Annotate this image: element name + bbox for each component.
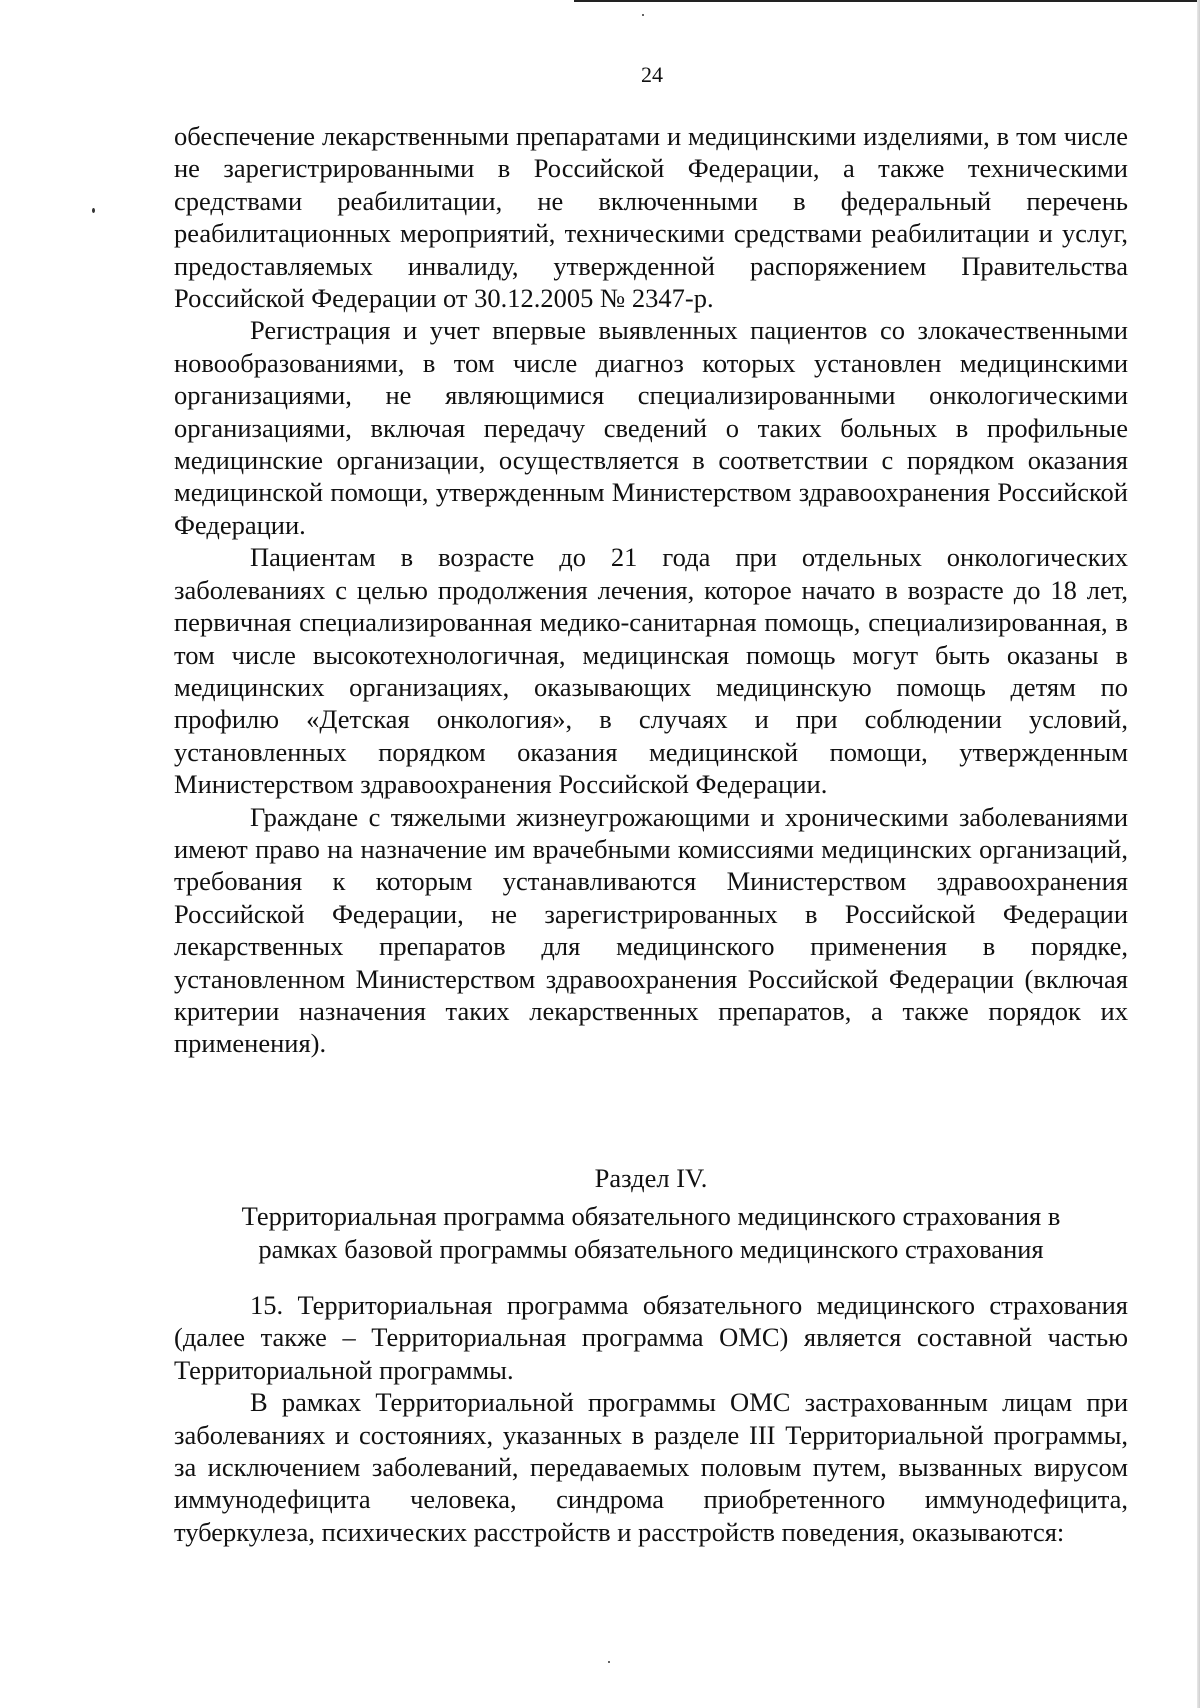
scan-border-line xyxy=(574,0,1200,2)
paragraph-oms-program: 15. Территориальная программа обязательного медицинского страхования (далее также – Территориальная программа ОМС) является составной частью Территориальной программы. xyxy=(174,1290,1128,1385)
body-text-lower xyxy=(174,1289,1128,1548)
scan-speck xyxy=(92,208,95,213)
section-label: Раздел IV. xyxy=(594,1163,708,1193)
section-title-line1: Территориальная программа обязательного медицинского страхования в xyxy=(241,1201,1061,1231)
body-text-upper xyxy=(174,120,1128,1060)
page-number: 24 xyxy=(641,62,663,87)
section-title-line2: рамках базовой программы обязательного медицинского страхования xyxy=(258,1234,1044,1264)
paragraph-unregistered-drugs: Граждане с тяжелыми жизнеугрожающими и хроническими заболеваниями имеют право на назначение им врачебными комиссиями медицинских организаций, требования к которым устанавливаются Министерством здравоохранения Российской Федерации, не зарегистрированных в Российской Федерации лекарственных препаратов для медицинского применения в порядке, установленном Министерством здравоохранения Российской Федерации (включая критерии назначения таких лекарственных препаратов, а также порядок их применения). xyxy=(174,801,1128,1059)
paragraph-oncology-registration: Регистрация и учет впервые выявленных пациентов со злокачественными новообразованиями, в том числе диагноз которых установлен медицинскими организациями, не являющимися специализированными онкологическими организациями, включая передачу сведений о таких больных в профильные медицинские организации, осуществляется в соответствии с порядком оказания медицинской помощи, утвержденным Министерством здравоохранения Российской Федерации. xyxy=(174,315,1128,540)
paragraph-medicines-provision: обеспечение лекарственными препаратами и медицинскими изделиями, в том числе не зарегистрированными в Российской Федерации, а также техническими средствами реабилитации, не включенными в федеральный перечень реабилитационных мероприятий, техническими средствами реабилитации и услуг, предоставляемых инвалиду, утвержденной распоряжением Правительства Российской Федерации от 30.12.2005 № 2347-р. xyxy=(174,121,1128,314)
scan-speck xyxy=(608,1661,610,1663)
paragraph-oms-services: В рамках Территориальной программы ОМС застрахованным лицам при заболеваниях и состояниях, указанных в разделе III Территориальной программы, за исключением заболеваний, передаваемых половым путем, вызванных вирусом иммунодефицита человека, синдрома приобретенного иммунодефицита, туберкулеза, психических расстройств и расстройств поведения, оказываются: xyxy=(174,1387,1128,1547)
section-heading xyxy=(174,1162,1128,1266)
scan-speck xyxy=(642,14,644,16)
paragraph-pediatric-oncology: Пациентам в возрасте до 21 года при отдельных онкологических заболеваниях с целью продолжения лечения, которое начато в возрасте до 18 лет, первичная специализированная медико-санитарная помощь, специализированная, в том числе высокотехнологичная, медицинская помощь могут быть оказаны в медицинских организациях, оказывающих медицинскую помощь детям по профилю «Детская онкология», в случаях и при соблюдении условий, установленных порядком оказания медицинской помощи, утвержденным Министерством здравоохранения Российской Федерации. xyxy=(174,542,1128,800)
